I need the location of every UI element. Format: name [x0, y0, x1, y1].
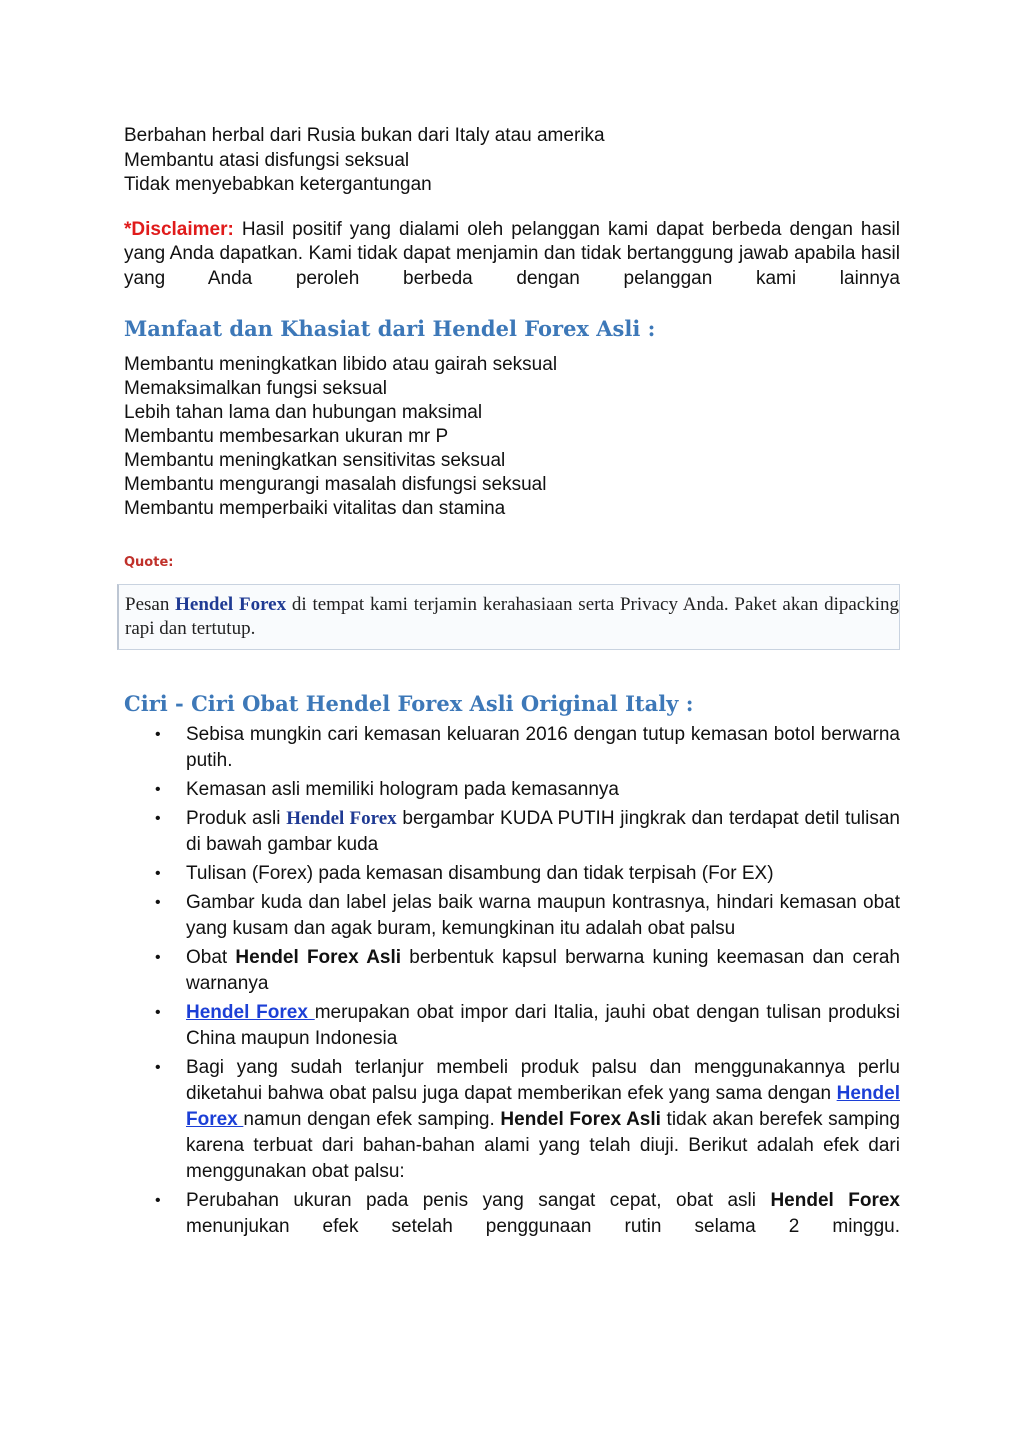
bullet-icon: • — [155, 810, 161, 827]
quote-box — [117, 584, 900, 650]
list-item — [124, 722, 900, 774]
list-item-text: merupakan obat impor dari Italia, jauhi obat dengan tulisan produksi China maupun Indonesia — [186, 1002, 900, 1049]
list-item — [124, 1188, 900, 1240]
quote-brand: Hendel Forex — [175, 594, 287, 615]
hendel-forex-link[interactable]: Hendel Forex — [186, 1083, 900, 1130]
list-item-text: Produk asli — [186, 808, 287, 829]
quote-text — [125, 593, 899, 641]
bullet-icon: • — [155, 781, 161, 798]
intro-line: Tidak menyebabkan ketergantungan — [124, 174, 432, 195]
intro-line: Membantu atasi disfungsi seksual — [124, 149, 410, 171]
list-item-text: Gambar kuda dan label jelas baik warna maupun kontrasnya, hindari kemasan obat yang kusam dan agak buram, kemungkinan itu adalah obat palsu — [186, 892, 900, 939]
list-item-text: berbentuk kapsul berwarna kuning keemasan dan cerah warnanya — [186, 947, 900, 994]
bold-brand: Hendel Forex — [770, 1190, 900, 1211]
list-item-text: menunjukan efek setelah penggunaan rutin selama 2 minggu. — [186, 1216, 900, 1237]
list-item-text: tidak akan berefek samping karena terbuat dari bahan-bahan alami yang telah diuji. Berikut adalah efek dari menggunakan obat palsu: — [186, 1109, 900, 1182]
list-item — [124, 806, 900, 858]
bullet-icon: • — [155, 1192, 161, 1209]
bullet-icon: • — [155, 865, 161, 882]
benefit-item: Lebih tahan lama dan hubungan maksimal — [124, 402, 483, 423]
list-item-text: Obat — [186, 947, 236, 968]
disclaimer-label: *Disclaimer: — [124, 218, 234, 240]
bullet-icon: • — [155, 726, 161, 743]
list-item-text: Perubahan ukuran pada penis yang sangat cepat, obat asli — [186, 1190, 771, 1211]
benefit-item: Membantu membesarkan ukuran mr P — [124, 426, 449, 447]
list-item-text: bergambar KUDA PUTIH jingkrak dan terdapat detil tulisan di bawah gambar kuda — [186, 808, 900, 855]
bullet-icon: • — [155, 1059, 161, 1076]
list-item-text: Kemasan asli memiliki hologram pada kemasannya — [186, 779, 619, 800]
list-item — [124, 945, 900, 997]
document-page — [124, 124, 900, 1243]
bold-brand: Hendel Forex Asli — [500, 1109, 661, 1130]
list-item-text: Tulisan (Forex) pada kemasan disambung dan tidak terpisah (For EX) — [186, 863, 774, 884]
benefit-item: Memaksimalkan fungsi seksual — [124, 378, 387, 399]
list-item-text: namun dengan efek samping. — [243, 1109, 501, 1130]
list-item — [124, 1000, 900, 1052]
disclaimer-text: Hasil positif yang dialami oleh pelanggan kami dapat berbeda dengan hasil yang Anda dapatkan. Kami tidak dapat menjamin dan tidak bertanggung jawab apabila hasil yang Anda peroleh berbeda dengan pelanggan kami lainnya — [124, 218, 900, 289]
list-item — [124, 777, 900, 803]
bullet-icon: • — [155, 1004, 161, 1021]
quote-label: Quote: — [124, 555, 174, 570]
intro-lines — [124, 124, 900, 198]
section-heading-features: Ciri - Ciri Obat Hendel Forex Asli Original Italy : — [124, 691, 694, 716]
bullet-icon: • — [155, 894, 161, 911]
features-list — [124, 722, 900, 1240]
benefit-item: Membantu memperbaiki vitalitas dan stamina — [124, 498, 506, 519]
list-item-text: Sebisa mungkin cari kemasan keluaran 2016 dengan tutup kemasan botol berwarna putih. — [186, 724, 900, 771]
bold-brand: Hendel Forex Asli — [235, 947, 402, 968]
intro-line: Berbahan herbal dari Rusia bukan dari Italy atau amerika — [124, 125, 605, 146]
benefits-list — [124, 353, 900, 521]
hendel-forex-link[interactable]: Hendel Forex — [186, 1002, 315, 1023]
quote-pre: Pesan — [125, 594, 176, 615]
benefit-item: Membantu meningkatkan libido atau gairah seksual — [124, 354, 558, 375]
list-item — [124, 1055, 900, 1185]
bullet-icon: • — [155, 949, 161, 966]
list-item — [124, 861, 900, 887]
list-item — [124, 890, 900, 942]
list-item-text: Bagi yang sudah terlanjur membeli produk palsu dan menggunakannya perlu diketahui bahwa obat palsu juga dapat memberikan efek yang sama dengan — [186, 1057, 900, 1104]
benefit-item: Membantu meningkatkan sensitivitas seksual — [124, 450, 506, 471]
brand-name: Hendel Forex — [286, 808, 397, 829]
benefit-item: Membantu mengurangi masalah disfungsi seksual — [124, 474, 547, 495]
disclaimer-paragraph — [124, 218, 900, 292]
section-heading-benefits: Manfaat dan Khasiat dari Hendel Forex Asli : — [124, 316, 656, 341]
quote-post: di tempat kami terjamin kerahasiaan serta Privacy Anda. Paket akan dipacking rapi dan tertutup. — [125, 594, 900, 639]
